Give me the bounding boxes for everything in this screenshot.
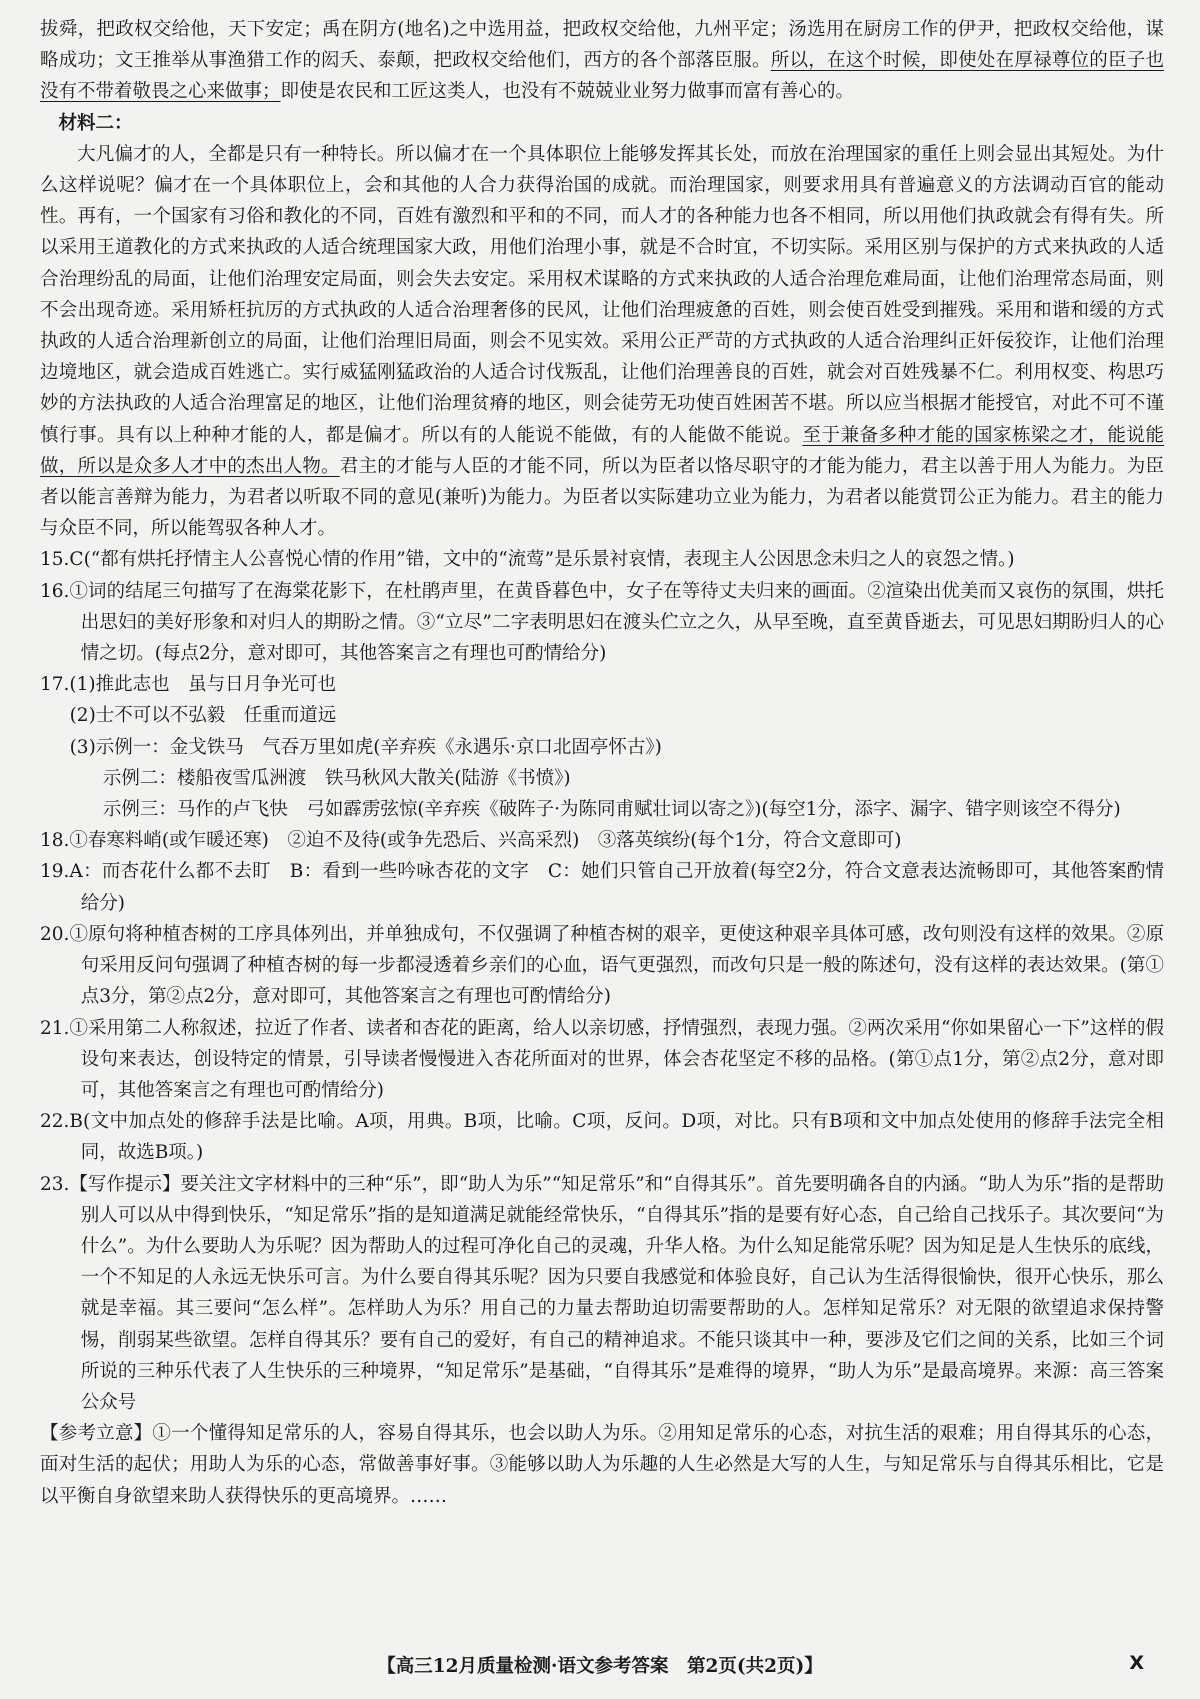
answer-17-3: (3)示例一：金戈铁马 气吞万里如虎(辛弃疾《永遇乐·京口北固亭怀古》) [69,736,662,758]
answer-20: 20.①原句将种植杏树的工序具体列出，并单独成句，不仅强调了种植杏树的艰辛，更使这种艰辛具体可感，改句则没有这样的效果。②原句采用反问句强调了种植杏树的每一步都浸透着乡亲们的心血，语气更强烈，而改句只是一般的陈述句，没有这样的表达效果。(第①点3分，第②点2分，意对即可，其他答案言之有理也可酌情给分) [40,923,1164,1008]
material-one-text-end: 即使是农民和工匠这类人，也没有不兢兢业业努力做事而富有善心的。 [280,81,855,103]
answer-17-1: 17.(1)推此志也 虽与日月争光可也 [40,674,337,696]
material-one-tail [40,14,1164,108]
answer-19: 19.A：而杏花什么都不去盯 B：看到一些吟咏杏花的文字 C：她们只管自己开放着(每空2分，符合文意表达流畅即可，其他答案酌情给分) [40,861,1164,914]
material-two-heading: 材料二： [58,112,133,134]
answer-18: 18.①春寒料峭(或乍暖还寒) ②迫不及待(或争先恐后、兴高采烈) ③落英缤纷(每个1分，符合文意即可) [40,830,902,852]
material-two-text-end: 君主的才能与人臣的才能不同，所以为臣者以恪尽职守的才能为能力，君主以善于用人为能力。为臣者以能言善辩为能力，为君者以听取不同的意见(兼听)为能力。为臣者以实际建功立业为能力，为君者以能赏罚公正为能力。君主的能力与众臣不同，所以能驾驭各种人才。 [40,455,1164,540]
material-one-text: 拔舜，把政权交给他，天下安定；禹在阴方(地名)之中选用益，把政权交给他，九州平定；汤选用在厨房工作的伊尹，把政权交给他，谋略成功；文王推举从事渔猎工作的闳夭、泰颠，把政权交给他们，西方的各个部落臣服。 [40,19,1164,72]
material-two-text: 大凡偏才的人，全都是只有一种特长。所以偏才在一个具体职位上能够发挥其长处，而放在治理国家的重任上则会显出其短处。为什么这样说呢？偏才在一个具体职位上，会和其他的人合力获得治国的成就。而治理国家，则要求用具有普遍意义的方法调动百官的能动性。再有，一个国家有习俗和教化的不同，百姓有激烈和平和的不同，而人才的各种能力也各不相同，所以用他们执政就会有得有失。所以采用王道教化的方式来执政的人适合统理国家大政，用他们治理小事，就是不合时宜，不切实际。采用区别与保护的方式来执政的人适合治理纷乱的局面，让他们治理安定局面，则会失去安定。采用权术谋略的方式来执政的人适合治理危难局面，让他们治理常态局面，则不会出现奇迹。采用矫枉抗厉的方式执政的人适合治理奢侈的民风，让他们治理疲惫的百姓，则会使百姓受到摧残。采用和谐和缓的方式执政的人适合治理新创立的局面，让他们治理旧局面，则会不见实效。采用公正严苛的方式执政的人适合治理纠正奸佞狡诈，让他们治理边境地区，就会造成百姓逃亡。实行威猛刚猛政治的人适合讨伐叛乱，让他们治理善良的百姓，就会对百姓残暴不仁。利用权变、构思巧妙的方法执政的人适合治理富足的地区，让他们治理贫瘠的地区，则会徒劳无功使百姓困苦不堪。所以应当根据才能授官，对此不可不谨慎行事。具有以上种种才能的人，都是偏才。所以有的人能说不能做，有的人能做不能说。 [40,143,1164,446]
answer-15: 15.C(“都有烘托抒情主人公喜悦心情的作用”错，文中的“流莺”是乐景衬哀情，表现主人公因思念未归之人的哀怨之情。) [40,549,1015,571]
answer-23-writing-tips: 23.【写作提示】要关注文字材料中的三种“乐”，即“助人为乐”“知足常乐”和“自得其乐”。首先要明确各自的内涵。“助人为乐”指的是帮助别人可以从中得到快乐，“知足常乐”指的是知道满足就能经常快乐，“自得其乐”指的是要有好心态，自己给自己找乐子。其次要问“为什么”。为什么要助人为乐呢？因为帮助人的过程可净化自己的灵魂，升华人格。为什么知足能常乐呢？因为知足是人生快乐的底线，一个不知足的人永远无快乐可言。为什么要自得其乐呢？因为只要自我感觉和体验良好，自己认为生活得很愉快，很开心快乐，那么就是幸福。其三要问“怎么样”。怎样助人为乐？用自己的力量去帮助迫切需要帮助的人。怎样知足常乐？对无限的欲望追求保持警惕，削弱某些欲望。怎样自得其乐？要有自己的爱好，有自己的精神追求。不能只谈其中一种，要涉及它们之间的关系，比如三个词所说的三种乐代表了人生快乐的三种境界，“知足常乐”是基础，“自得其乐”是难得的境界，“助人为乐”是最高境界。来源：高三答案公众号 [40,1173,1164,1413]
answer-17-3-example-2: 示例二：楼船夜雪瓜洲渡 铁马秋风大散关(陆游《书愤》) [102,767,571,789]
answer-17-3-example-3: 示例三：马作的卢飞快 弓如霹雳弦惊(辛弃疾《破阵子·为陈同甫赋壮词以寄之》)(每空1分，添字、漏字、错字则该空不得分) [102,799,1121,821]
answer-23-reference: 【参考立意】①一个懂得知足常乐的人，容易自得其乐，也会以助人为乐。②用知足常乐的心态，对抗生活的艰难；用自得其乐的心态，面对生活的起伏；用助人为乐的心态，常做善事好事。③能够以助人为乐趣的人生必然是大写的人生，与知足常乐与自得其乐相比，它是以平衡自身欲望来助人获得快乐的更高境界。…… [40,1423,1164,1507]
material-two-body [40,139,1164,545]
page-footer: 【高三12月质量检测·语文参考答案 第2页(共2页)】 [377,1656,823,1677]
answer-21: 21.①采用第二人称叙述，拉近了作者、读者和杏花的距离，给人以亲切感，抒情强烈，表现力强。②两次采用“你如果留心一下”这样的假设句来表达，创设特定的情景，引导读者慢慢进入杏花所面对的世界，体会杏花坚定不移的品格。(第①点1分，第②点2分，意对即可，其他答案言之有理也可酌情给分) [40,1017,1164,1101]
paper-code: X [1129,1652,1144,1674]
answer-16: 16.①词的结尾三句描写了在海棠花影下，在杜鹃声里，在黄昏暮色中，女子在等待丈夫归来的画面。②渲染出优美而又哀伤的氛围，烘托出思妇的美好形象和对归人的期盼之情。③“立尽”二字表明思妇在渡头伫立之久，从早至晚，直至黄昏逝去，可见思妇期盼归人的心情之切。(每点2分，意对即可，其他答案言之有理也可酌情给分) [40,580,1164,665]
answer-22: 22.B(文中加点处的修辞手法是比喻。A项，用典。B项，比喻。C项，反问。D项，对比。只有B项和文中加点处使用的修辞手法完全相同，故选B项。) [40,1111,1164,1164]
answer-17-2: (2)士不可以不弘毅 任重而道远 [69,705,337,727]
material-two-underlined: 至于兼备多种才能的国家栋梁之才，能说能做，所以是众多人才中的杰出人物。 [40,424,1164,477]
material-one-underlined: 所以，在这个时候，即使处在厚禄尊位的臣子也没有不带着敬畏之心来做事； [40,50,1164,103]
